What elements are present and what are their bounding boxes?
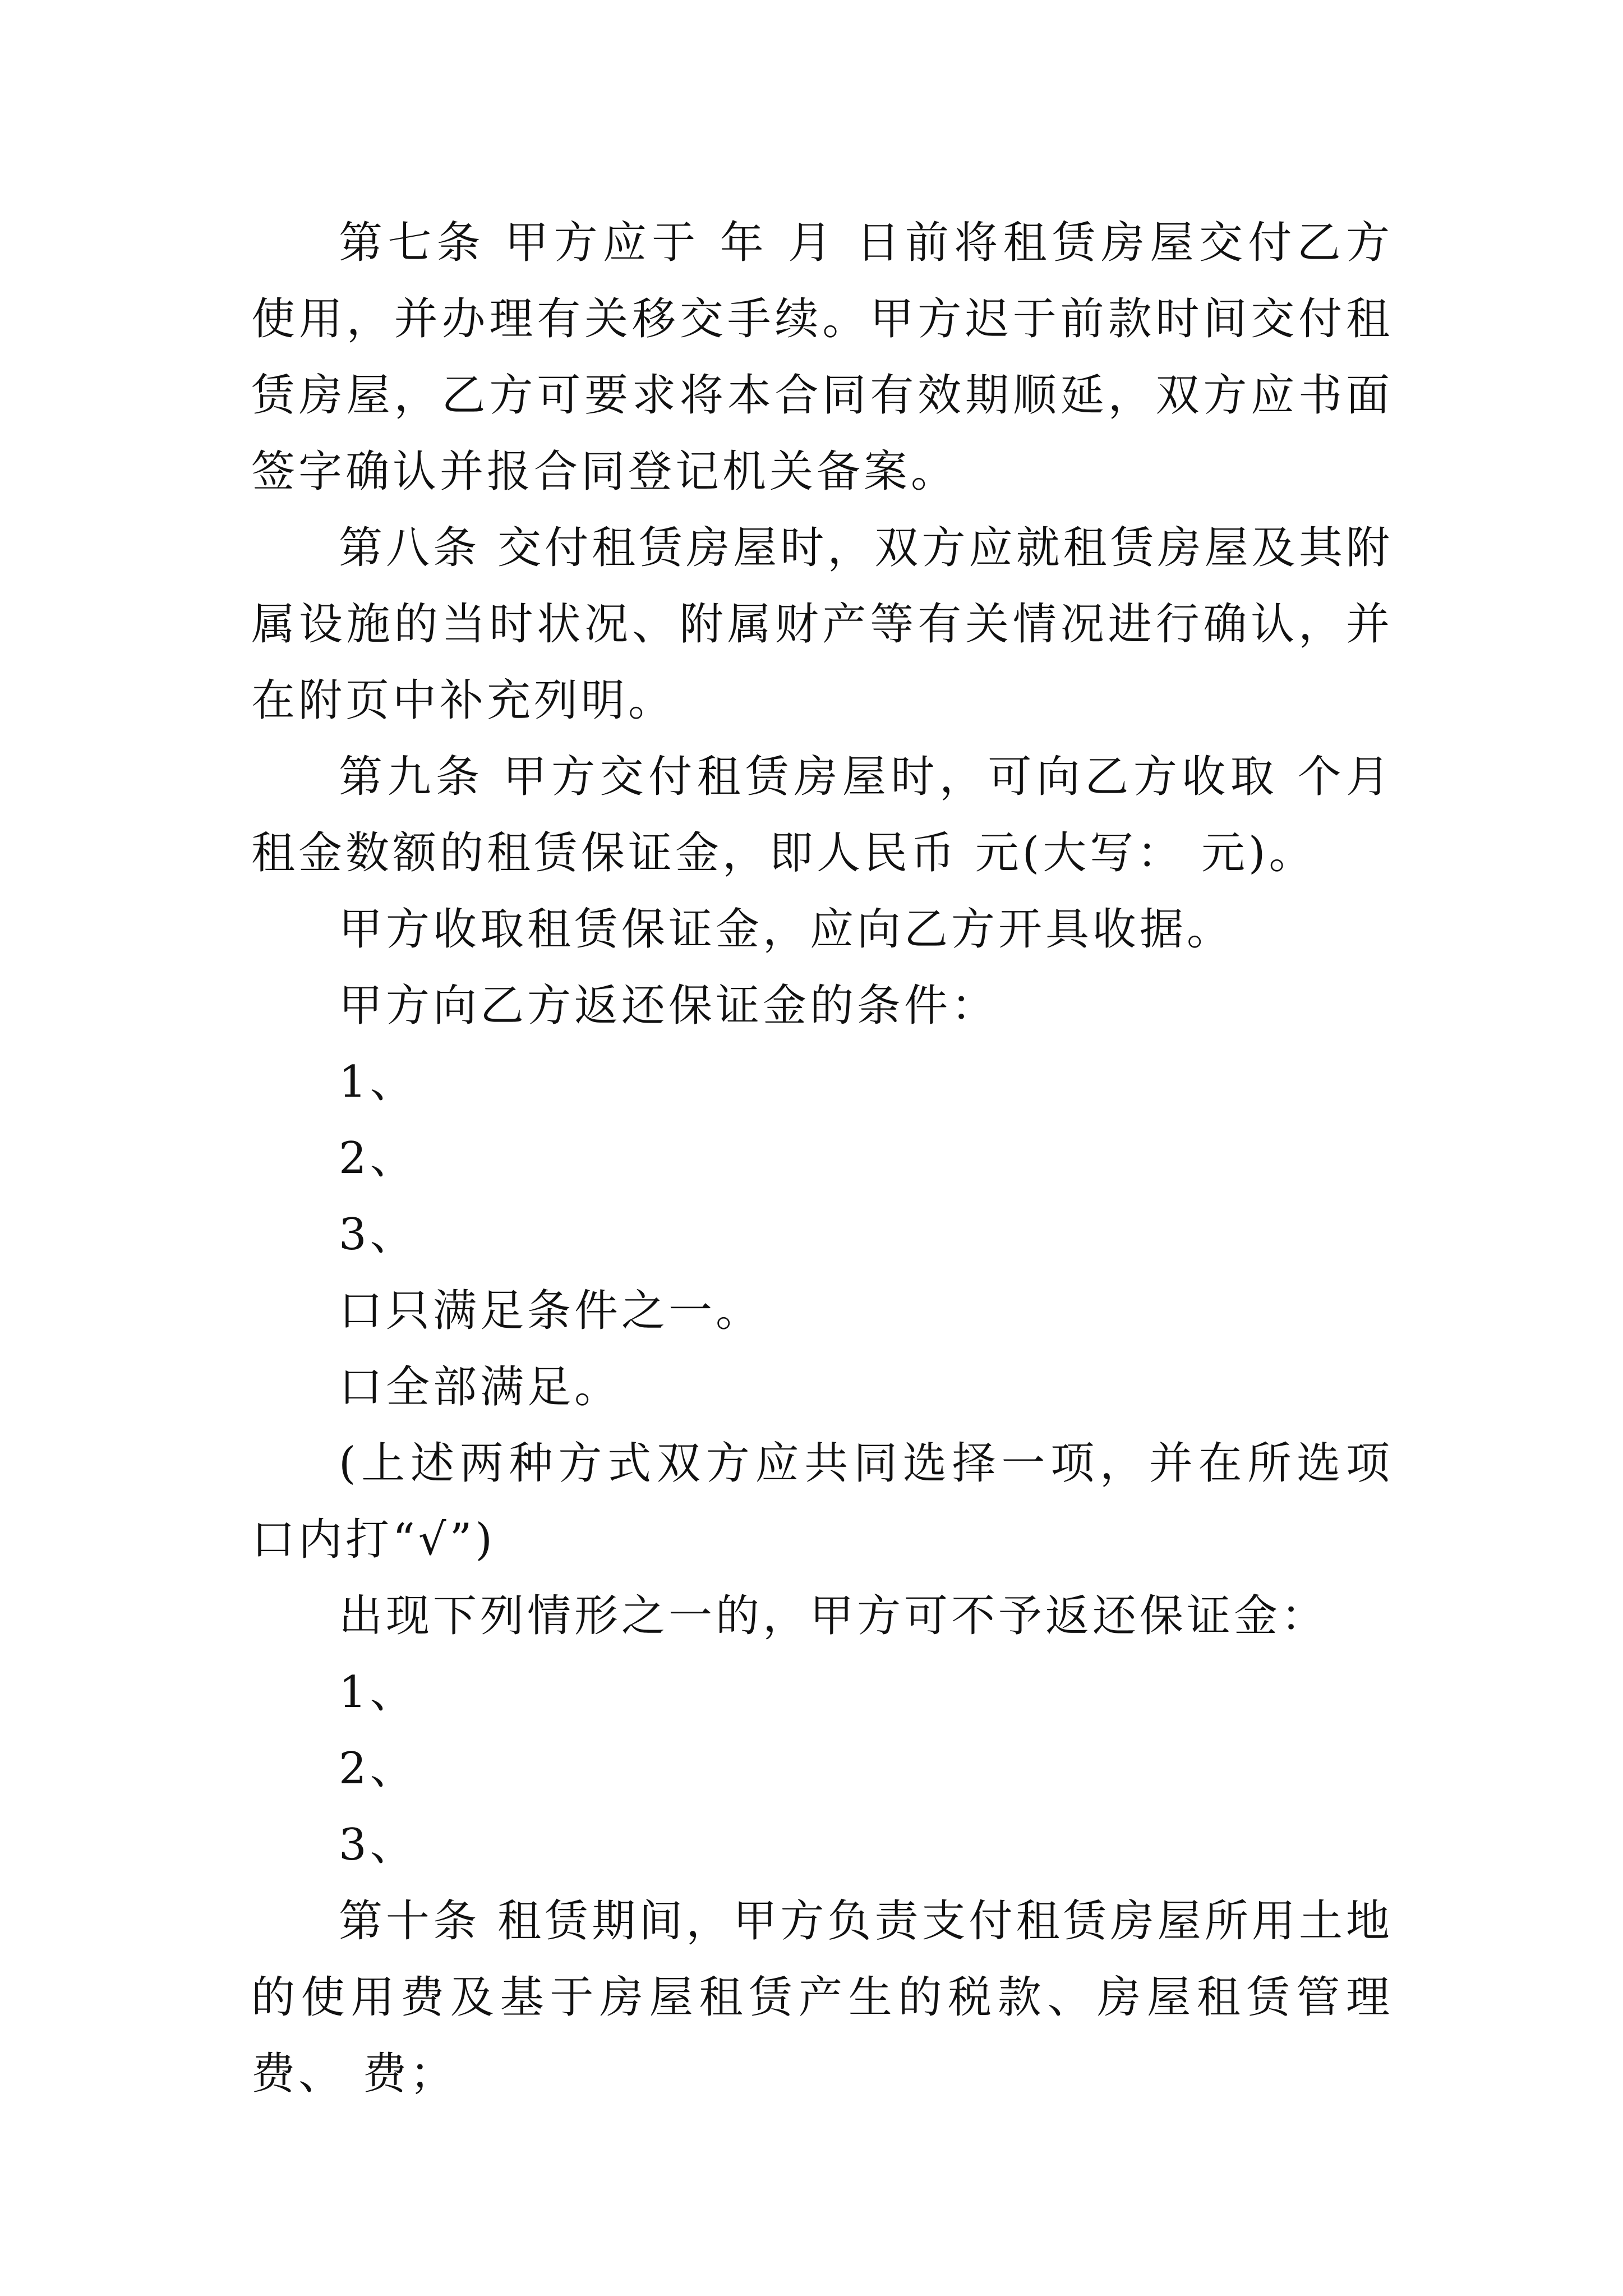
article-8-paragraph: 第八条 交付租赁房屋时，双方应就租赁房屋及其附属设施的当时状况、附属财产等有关情况进行确认，并在附页中补充列明。 <box>251 523 1393 726</box>
refund-condition-item: 2、 <box>339 1133 417 1184</box>
option-all-conditions: 口全部满足。 <box>339 1362 622 1412</box>
refund-condition-item: 3、 <box>339 1209 417 1260</box>
article-7-paragraph: 第七条 甲方应于 年 月 日前将租赁房屋交付乙方使用，并办理有关移交手续。甲方迟于前款时间交付租赁房屋，乙方可要求将本合同有效期顺延，双方应书面签字确认并报合同登记机关备案。 <box>251 218 1393 497</box>
document-body <box>251 205 1393 2112</box>
deposit-receipt-paragraph: 甲方收取租赁保证金，应向乙方开具收据。 <box>339 904 1234 955</box>
no-refund-condition-item: 1、 <box>339 1667 417 1718</box>
no-refund-condition-item: 3、 <box>339 1820 417 1870</box>
option-any-one-condition: 口只满足条件之一。 <box>339 1286 763 1336</box>
article-10-paragraph: 第十条 租赁期间，甲方负责支付租赁房屋所用土地的使用费及基于房屋租赁产生的税款、房屋租赁管理费、 费； <box>251 1896 1393 2099</box>
refund-conditions-heading: 甲方向乙方返还保证金的条件： <box>339 981 999 1031</box>
no-refund-condition-item: 2、 <box>339 1743 417 1794</box>
article-9-paragraph: 第九条 甲方交付租赁房屋时，可向乙方收取 个月租金数额的租赁保证金，即人民币 元(大写： 元)。 <box>251 752 1393 878</box>
refund-condition-item: 1、 <box>339 1057 417 1107</box>
no-refund-conditions-heading: 出现下列情形之一的，甲方可不予返还保证金： <box>339 1591 1329 1641</box>
option-selection-note: (上述两种方式双方应共同选择一项，并在所选项口内打“√”) <box>251 1438 1393 1565</box>
